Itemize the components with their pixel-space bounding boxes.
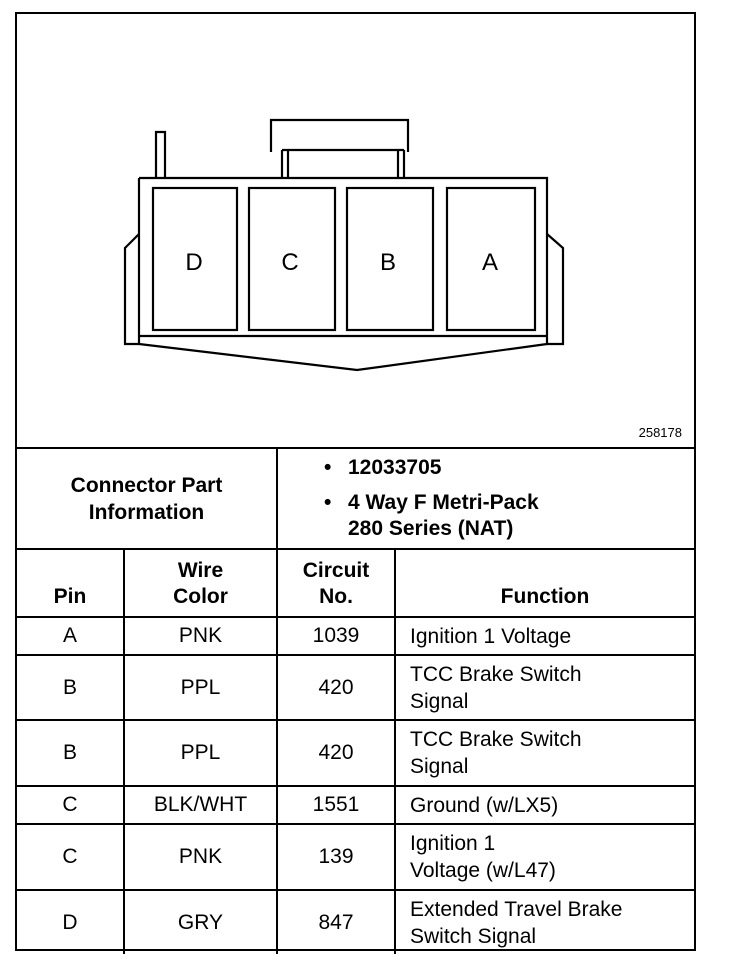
table-row [17, 655, 694, 720]
part-info-row [17, 448, 694, 549]
circuit-cell: 1039 [277, 617, 395, 655]
pin-cell: B [17, 655, 124, 720]
function-cell: TCC Brake Switch Signal [395, 720, 694, 786]
wire-color-cell: PNK [124, 617, 277, 655]
pin-cell: C [17, 786, 124, 824]
table-row [17, 890, 694, 954]
header-wire-color: Wire Color [124, 549, 277, 617]
connector-table [17, 447, 694, 954]
left-barb [125, 234, 139, 344]
pin-cell: C [17, 824, 124, 890]
circuit-cell: 139 [277, 824, 395, 890]
wire-color-cell: PNK [124, 824, 277, 890]
table-row [17, 786, 694, 824]
wire-color-cell: PPL [124, 655, 277, 720]
cavity-label-b: B [379, 249, 397, 276]
header-function: Function [395, 549, 694, 617]
header-pin: Pin [17, 549, 124, 617]
part-number: • 12033705 [324, 455, 694, 481]
connector-sheet [15, 12, 696, 951]
connector-latch [271, 120, 408, 152]
table-row [17, 617, 694, 655]
cavity-label-c: C [281, 249, 299, 276]
pin-cell: A [17, 617, 124, 655]
right-barb [547, 234, 563, 344]
header-row [17, 549, 694, 617]
part-info-details [277, 448, 694, 549]
function-cell: Ignition 1 Voltage [395, 617, 694, 655]
connector-post [156, 132, 165, 178]
part-label-line: Information [88, 500, 205, 524]
circuit-cell: 420 [277, 720, 395, 786]
circuit-cell: 1551 [277, 786, 395, 824]
part-info-label [17, 448, 277, 549]
header-circuit: Circuit No. [277, 549, 395, 617]
circuit-cell: 420 [277, 655, 395, 720]
wire-color-cell: BLK/WHT [124, 786, 277, 824]
part-description: • 4 Way F Metri-Pack [324, 490, 694, 516]
table-row [17, 824, 694, 890]
connector-diagram [17, 14, 694, 447]
function-cell: Ground (w/LX5) [395, 786, 694, 824]
wire-color-cell: PPL [124, 720, 277, 786]
connector-drawing [17, 14, 694, 447]
part-label-line: Connector Part [70, 473, 223, 497]
table-row [17, 720, 694, 786]
function-cell: TCC Brake Switch Signal [395, 655, 694, 720]
function-cell: Extended Travel Brake Switch Signal [395, 890, 694, 954]
part-description-cont: 280 Series (NAT) [348, 517, 514, 540]
wire-color-cell: GRY [124, 890, 277, 954]
pin-cell: D [17, 890, 124, 954]
circuit-cell: 847 [277, 890, 395, 954]
cavity-label-d: D [185, 249, 203, 276]
pin-cell: B [17, 720, 124, 786]
cavity-label-a: A [481, 249, 499, 276]
figure-number: 258178 [638, 425, 682, 440]
function-cell: Ignition 1 Voltage (w/L47) [395, 824, 694, 890]
